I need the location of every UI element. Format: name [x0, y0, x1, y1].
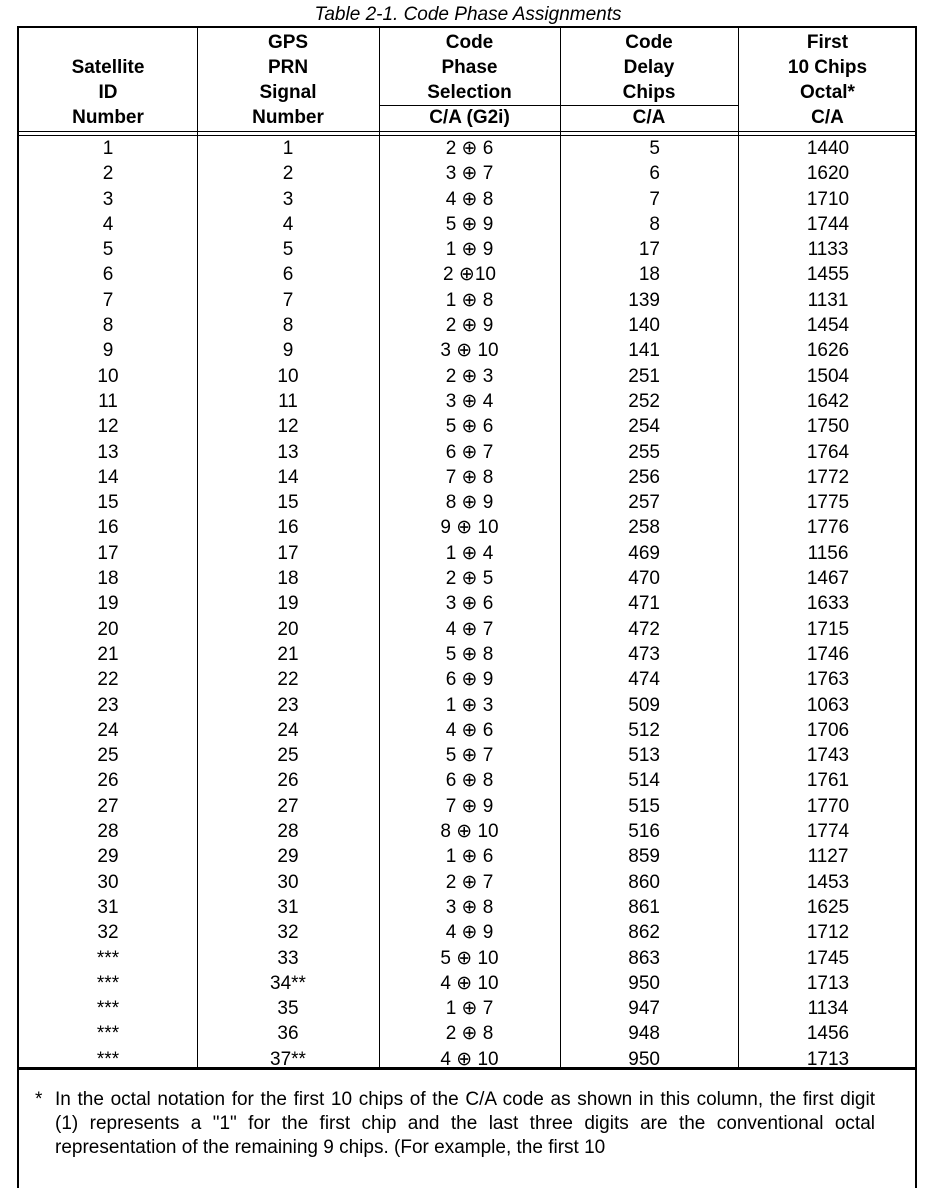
satellite-id-cell: 16: [97, 517, 119, 539]
first-10-chips-cell: 1746: [806, 643, 850, 665]
satellite-id-cell: 29: [97, 846, 119, 868]
satellite-id-cell: 20: [97, 618, 119, 640]
satellite-id-cell: 24: [97, 719, 119, 741]
code-delay-cell: 863: [628, 947, 660, 969]
code-phase-selection-cell: 2 ⊕ 6: [445, 138, 494, 159]
code-phase-selection-cell: 3 ⊕ 6: [445, 593, 494, 615]
prn-number-cell: 29: [277, 846, 299, 868]
first-10-chips-cell: 1772: [806, 466, 850, 488]
prn-number-cell: 15: [277, 492, 299, 514]
first-10-chips-cell: 1712: [806, 922, 850, 944]
header-first-10-chips: First 10 Chips Octal* C/A: [787, 32, 868, 128]
code-phase-selection-cell: 9 ⊕ 10: [440, 517, 499, 539]
table-row: [19, 794, 917, 819]
prn-number-cell: 36: [277, 1023, 299, 1045]
table-row: [19, 566, 917, 591]
first-10-chips-cell: 1750: [806, 416, 850, 438]
first-10-chips-cell: 1715: [806, 618, 850, 640]
code-phase-selection-cell: 8 ⊕ 9: [445, 492, 494, 514]
prn-number-cell: 28: [277, 821, 299, 843]
satellite-id-cell: 5: [102, 239, 114, 261]
table-row: [19, 819, 917, 844]
first-10-chips-cell: 1776: [806, 517, 850, 539]
code-delay-cell: 948: [628, 1023, 660, 1045]
prn-number-cell: 16: [277, 517, 299, 539]
satellite-id-cell: 10: [97, 365, 119, 387]
satellite-id-cell: 21: [97, 643, 119, 665]
header-code-delay: Code Delay Chips C/A: [622, 32, 676, 128]
first-10-chips-cell: 1131: [807, 289, 849, 311]
prn-number-cell: 32: [277, 922, 299, 944]
code-phase-selection-cell: 5 ⊕ 6: [445, 416, 494, 438]
satellite-id-cell: ***: [96, 972, 120, 994]
first-10-chips-cell: 1744: [806, 213, 850, 235]
first-10-chips-cell: 1440: [806, 138, 850, 159]
code-phase-selection-cell: 3 ⊕ 7: [445, 163, 494, 185]
code-phase-selection-cell: 5 ⊕ 10: [440, 947, 499, 969]
code-phase-selection-cell: 7 ⊕ 9: [445, 795, 494, 817]
satellite-id-cell: 12: [97, 416, 119, 438]
prn-number-cell: 17: [277, 542, 299, 564]
first-10-chips-cell: 1713: [806, 972, 850, 994]
code-phase-selection-cell: 2 ⊕ 7: [445, 871, 494, 893]
prn-number-cell: 9: [282, 340, 294, 362]
prn-number-cell: 37**: [270, 1048, 306, 1070]
satellite-id-cell: 13: [97, 441, 119, 463]
code-phase-selection-cell: 6 ⊕ 7: [445, 441, 494, 463]
code-delay-cell: 471: [628, 593, 660, 615]
first-10-chips-cell: 1455: [806, 264, 850, 286]
first-10-chips-cell: 1710: [806, 188, 850, 210]
code-delay-cell: 252: [628, 390, 660, 412]
code-delay-cell: 256: [628, 466, 660, 488]
code-phase-selection-cell: 4 ⊕ 7: [445, 618, 494, 640]
first-10-chips-cell: 1743: [806, 745, 850, 767]
first-10-chips-cell: 1454: [806, 315, 850, 337]
prn-number-cell: 35: [277, 998, 299, 1020]
satellite-id-cell: 6: [102, 264, 114, 286]
table-row: [19, 768, 917, 793]
prn-number-cell: 1: [282, 138, 294, 159]
table-row: [19, 642, 917, 667]
first-10-chips-cell: 1456: [806, 1023, 850, 1045]
satellite-id-cell: 25: [97, 745, 119, 767]
prn-number-cell: 4: [282, 213, 294, 235]
code-phase-selection-cell: 1 ⊕ 8: [445, 289, 494, 311]
footnote: [35, 1088, 875, 1160]
first-10-chips-cell: 1774: [806, 821, 850, 843]
table-row: [19, 591, 917, 616]
prn-number-cell: 27: [277, 795, 299, 817]
code-delay-cell: 515: [628, 795, 660, 817]
first-10-chips-cell: 1764: [806, 441, 850, 463]
table-row: [19, 870, 917, 895]
code-delay-cell: 8: [649, 213, 660, 235]
table-row: [19, 617, 917, 642]
table-row: [19, 414, 917, 439]
code-phase-selection-cell: 3 ⊕ 10: [440, 340, 499, 362]
code-phase-selection-cell: 7 ⊕ 8: [445, 466, 494, 488]
code-delay-cell: 469: [628, 542, 660, 564]
table-row: [19, 844, 917, 869]
satellite-id-cell: 15: [97, 492, 119, 514]
satellite-id-cell: 3: [102, 188, 114, 210]
table-row: [19, 946, 917, 971]
table-row: [19, 743, 917, 768]
prn-number-cell: 26: [277, 770, 299, 792]
prn-number-cell: 5: [282, 239, 294, 261]
first-10-chips-cell: 1625: [806, 896, 850, 918]
table-row: [19, 237, 917, 262]
first-10-chips-cell: 1775: [806, 492, 850, 514]
first-10-chips-cell: 1127: [807, 846, 849, 868]
first-10-chips-cell: 1763: [806, 669, 850, 691]
first-10-chips-cell: 1063: [806, 694, 850, 716]
code-delay-cell: 473: [628, 643, 660, 665]
prn-number-cell: 7: [282, 289, 294, 311]
code-delay-cell: 514: [628, 770, 660, 792]
satellite-id-cell: ***: [96, 947, 120, 969]
code-delay-cell: 18: [638, 264, 660, 286]
code-phase-selection-cell: 5 ⊕ 8: [445, 643, 494, 665]
code-delay-cell: 859: [628, 846, 660, 868]
satellite-id-cell: 2: [102, 163, 114, 185]
code-delay-cell: 474: [628, 669, 660, 691]
code-delay-cell: 950: [628, 1048, 660, 1070]
prn-number-cell: 3: [282, 188, 294, 210]
code-delay-cell: 509: [628, 694, 660, 716]
table-row: [19, 187, 917, 212]
code-delay-cell: 512: [628, 719, 660, 741]
code-phase-selection-cell: 2 ⊕ 5: [445, 568, 494, 590]
satellite-id-cell: 19: [97, 593, 119, 615]
code-delay-cell: 140: [628, 315, 660, 337]
table-row: [19, 490, 917, 515]
table-row: [19, 971, 917, 996]
code-delay-cell: 17: [638, 239, 660, 261]
code-phase-selection-cell: 4 ⊕ 6: [445, 719, 494, 741]
satellite-id-cell: 28: [97, 821, 119, 843]
code-delay-cell: 861: [628, 896, 660, 918]
code-delay-cell: 7: [649, 188, 660, 210]
table-row: [19, 288, 917, 313]
table-row: [19, 541, 917, 566]
footnote-text: In the octal notation for the first 10 chips of the C/A code as shown in this column, the first digit (1) represents a "1" for the first chip and the last three digits are the conventional octal representation of the remaining 9 chips. (For example, the first 10: [55, 1089, 875, 1158]
satellite-id-cell: 18: [97, 568, 119, 590]
first-10-chips-cell: 1467: [806, 568, 850, 590]
code-delay-cell: 516: [628, 821, 660, 843]
table-row: [19, 996, 917, 1021]
prn-number-cell: 18: [277, 568, 299, 590]
code-phase-selection-cell: 5 ⊕ 9: [445, 213, 494, 235]
table-row: [19, 895, 917, 920]
table-row: [19, 515, 917, 540]
code-phase-selection-cell: 4 ⊕ 8: [445, 188, 494, 210]
prn-number-cell: 33: [277, 947, 299, 969]
satellite-id-cell: 32: [97, 922, 119, 944]
satellite-id-cell: 27: [97, 795, 119, 817]
satellite-id-cell: 22: [97, 669, 119, 691]
first-10-chips-cell: 1706: [806, 719, 850, 741]
footnote-marker: *: [35, 1089, 43, 1110]
table-row: [19, 1021, 917, 1046]
code-delay-cell: 470: [628, 568, 660, 590]
table-row: [19, 161, 917, 186]
prn-number-cell: 14: [277, 466, 299, 488]
table-row: [19, 338, 917, 363]
code-phase-selection-cell: 1 ⊕ 3: [445, 694, 494, 716]
prn-number-cell: 20: [277, 618, 299, 640]
satellite-id-cell: 7: [102, 289, 114, 311]
satellite-id-cell: 31: [97, 896, 119, 918]
code-delay-cell: 947: [628, 998, 660, 1020]
code-delay-cell: 255: [628, 441, 660, 463]
prn-number-cell: 30: [277, 871, 299, 893]
first-10-chips-cell: 1620: [806, 163, 850, 185]
code-phase-selection-cell: 2 ⊕ 3: [445, 365, 494, 387]
satellite-id-cell: ***: [96, 1023, 120, 1045]
code-phase-selection-cell: 1 ⊕ 6: [445, 846, 494, 868]
prn-number-cell: 23: [277, 694, 299, 716]
header-gps-prn: GPS PRN Signal Number: [252, 32, 324, 128]
prn-number-cell: 12: [277, 416, 299, 438]
prn-number-cell: 6: [282, 264, 294, 286]
code-delay-cell: 860: [628, 871, 660, 893]
code-delay-cell: 254: [628, 416, 660, 438]
table-row: [19, 313, 917, 338]
code-phase-selection-cell: 2 ⊕ 9: [445, 315, 494, 337]
code-phase-selection-cell: 6 ⊕ 9: [445, 669, 494, 691]
code-phase-selection-cell: 4 ⊕ 9: [445, 922, 494, 944]
first-10-chips-cell: 1134: [807, 998, 849, 1020]
code-delay-cell: 862: [628, 922, 660, 944]
prn-number-cell: 10: [277, 365, 299, 387]
header-satellite-id: Satellite ID Number: [71, 57, 145, 128]
table-row: [19, 212, 917, 237]
code-phase-selection-cell: 3 ⊕ 4: [445, 390, 494, 412]
first-10-chips-cell: 1761: [806, 770, 850, 792]
table-row: [19, 389, 917, 414]
table-row: [19, 465, 917, 490]
code-delay-cell: 258: [628, 517, 660, 539]
table-row: [19, 364, 917, 389]
table-row: [19, 262, 917, 287]
satellite-id-cell: 30: [97, 871, 119, 893]
table-row: [19, 667, 917, 692]
code-phase-selection-cell: 6 ⊕ 8: [445, 770, 494, 792]
table-caption: Table 2-1. Code Phase Assignments: [314, 4, 622, 25]
code-delay-cell: 141: [628, 340, 660, 362]
satellite-id-cell: 4: [102, 213, 114, 235]
first-10-chips-cell: 1770: [806, 795, 850, 817]
code-delay-cell: 472: [628, 618, 660, 640]
table-row: [19, 440, 917, 465]
prn-number-cell: 2: [282, 163, 294, 185]
code-delay-cell: 950: [628, 972, 660, 994]
header-code-phase-selection: Code Phase Selection C/A (G2i): [427, 32, 512, 128]
prn-number-cell: 22: [277, 669, 299, 691]
prn-number-cell: 24: [277, 719, 299, 741]
prn-number-cell: 25: [277, 745, 299, 767]
satellite-id-cell: ***: [96, 998, 120, 1020]
code-delay-cell: 5: [649, 138, 660, 159]
code-delay-cell: 513: [628, 745, 660, 767]
prn-number-cell: 13: [277, 441, 299, 463]
first-10-chips-cell: 1633: [806, 593, 850, 615]
code-phase-selection-cell: 5 ⊕ 7: [445, 745, 494, 767]
prn-number-cell: 19: [277, 593, 299, 615]
satellite-id-cell: 26: [97, 770, 119, 792]
table-row: [19, 920, 917, 945]
satellite-id-cell: 9: [102, 340, 114, 362]
satellite-id-cell: 23: [97, 694, 119, 716]
first-10-chips-cell: 1133: [807, 239, 849, 261]
code-delay-cell: 139: [628, 289, 660, 311]
code-phase-selection-cell: 4 ⊕ 10: [440, 972, 499, 994]
code-phase-selection-cell: 1 ⊕ 7: [445, 998, 494, 1020]
code-delay-cell: 257: [628, 492, 660, 514]
table-body: [19, 136, 917, 1072]
first-10-chips-cell: 1156: [807, 542, 849, 564]
table-row: [19, 693, 917, 718]
code-phase-selection-cell: 1 ⊕ 9: [445, 239, 494, 261]
first-10-chips-cell: 1504: [806, 365, 850, 387]
table-row: [19, 718, 917, 743]
code-phase-selection-cell: 2 ⊕ 8: [445, 1023, 494, 1045]
satellite-id-cell: 11: [98, 390, 118, 412]
code-phase-selection-cell: 3 ⊕ 8: [445, 896, 494, 918]
table-row: [19, 136, 917, 161]
satellite-id-cell: 8: [102, 315, 114, 337]
code-phase-selection-cell: 4 ⊕ 10: [440, 1048, 499, 1070]
prn-number-cell: 34**: [270, 972, 306, 994]
first-10-chips-cell: 1626: [806, 340, 850, 362]
prn-number-cell: 31: [277, 896, 299, 918]
satellite-id-cell: 14: [97, 466, 119, 488]
code-delay-cell: 251: [628, 365, 660, 387]
prn-number-cell: 8: [282, 315, 294, 337]
prn-number-cell: 21: [277, 643, 299, 665]
first-10-chips-cell: 1745: [806, 947, 850, 969]
code-phase-selection-cell: 2 ⊕10: [443, 264, 496, 286]
first-10-chips-cell: 1453: [806, 871, 850, 893]
satellite-id-cell: 1: [102, 138, 114, 159]
footnote-box: [17, 1068, 917, 1188]
satellite-id-cell: 17: [97, 542, 119, 564]
first-10-chips-cell: 1713: [806, 1048, 850, 1070]
prn-number-cell: 11: [278, 390, 298, 412]
code-phase-selection-cell: 8 ⊕ 10: [440, 821, 499, 843]
satellite-id-cell: ***: [96, 1048, 120, 1070]
code-phase-selection-cell: 1 ⊕ 4: [445, 542, 494, 564]
code-phase-table: [17, 26, 917, 1070]
code-delay-cell: 6: [649, 163, 660, 185]
first-10-chips-cell: 1642: [806, 390, 850, 412]
